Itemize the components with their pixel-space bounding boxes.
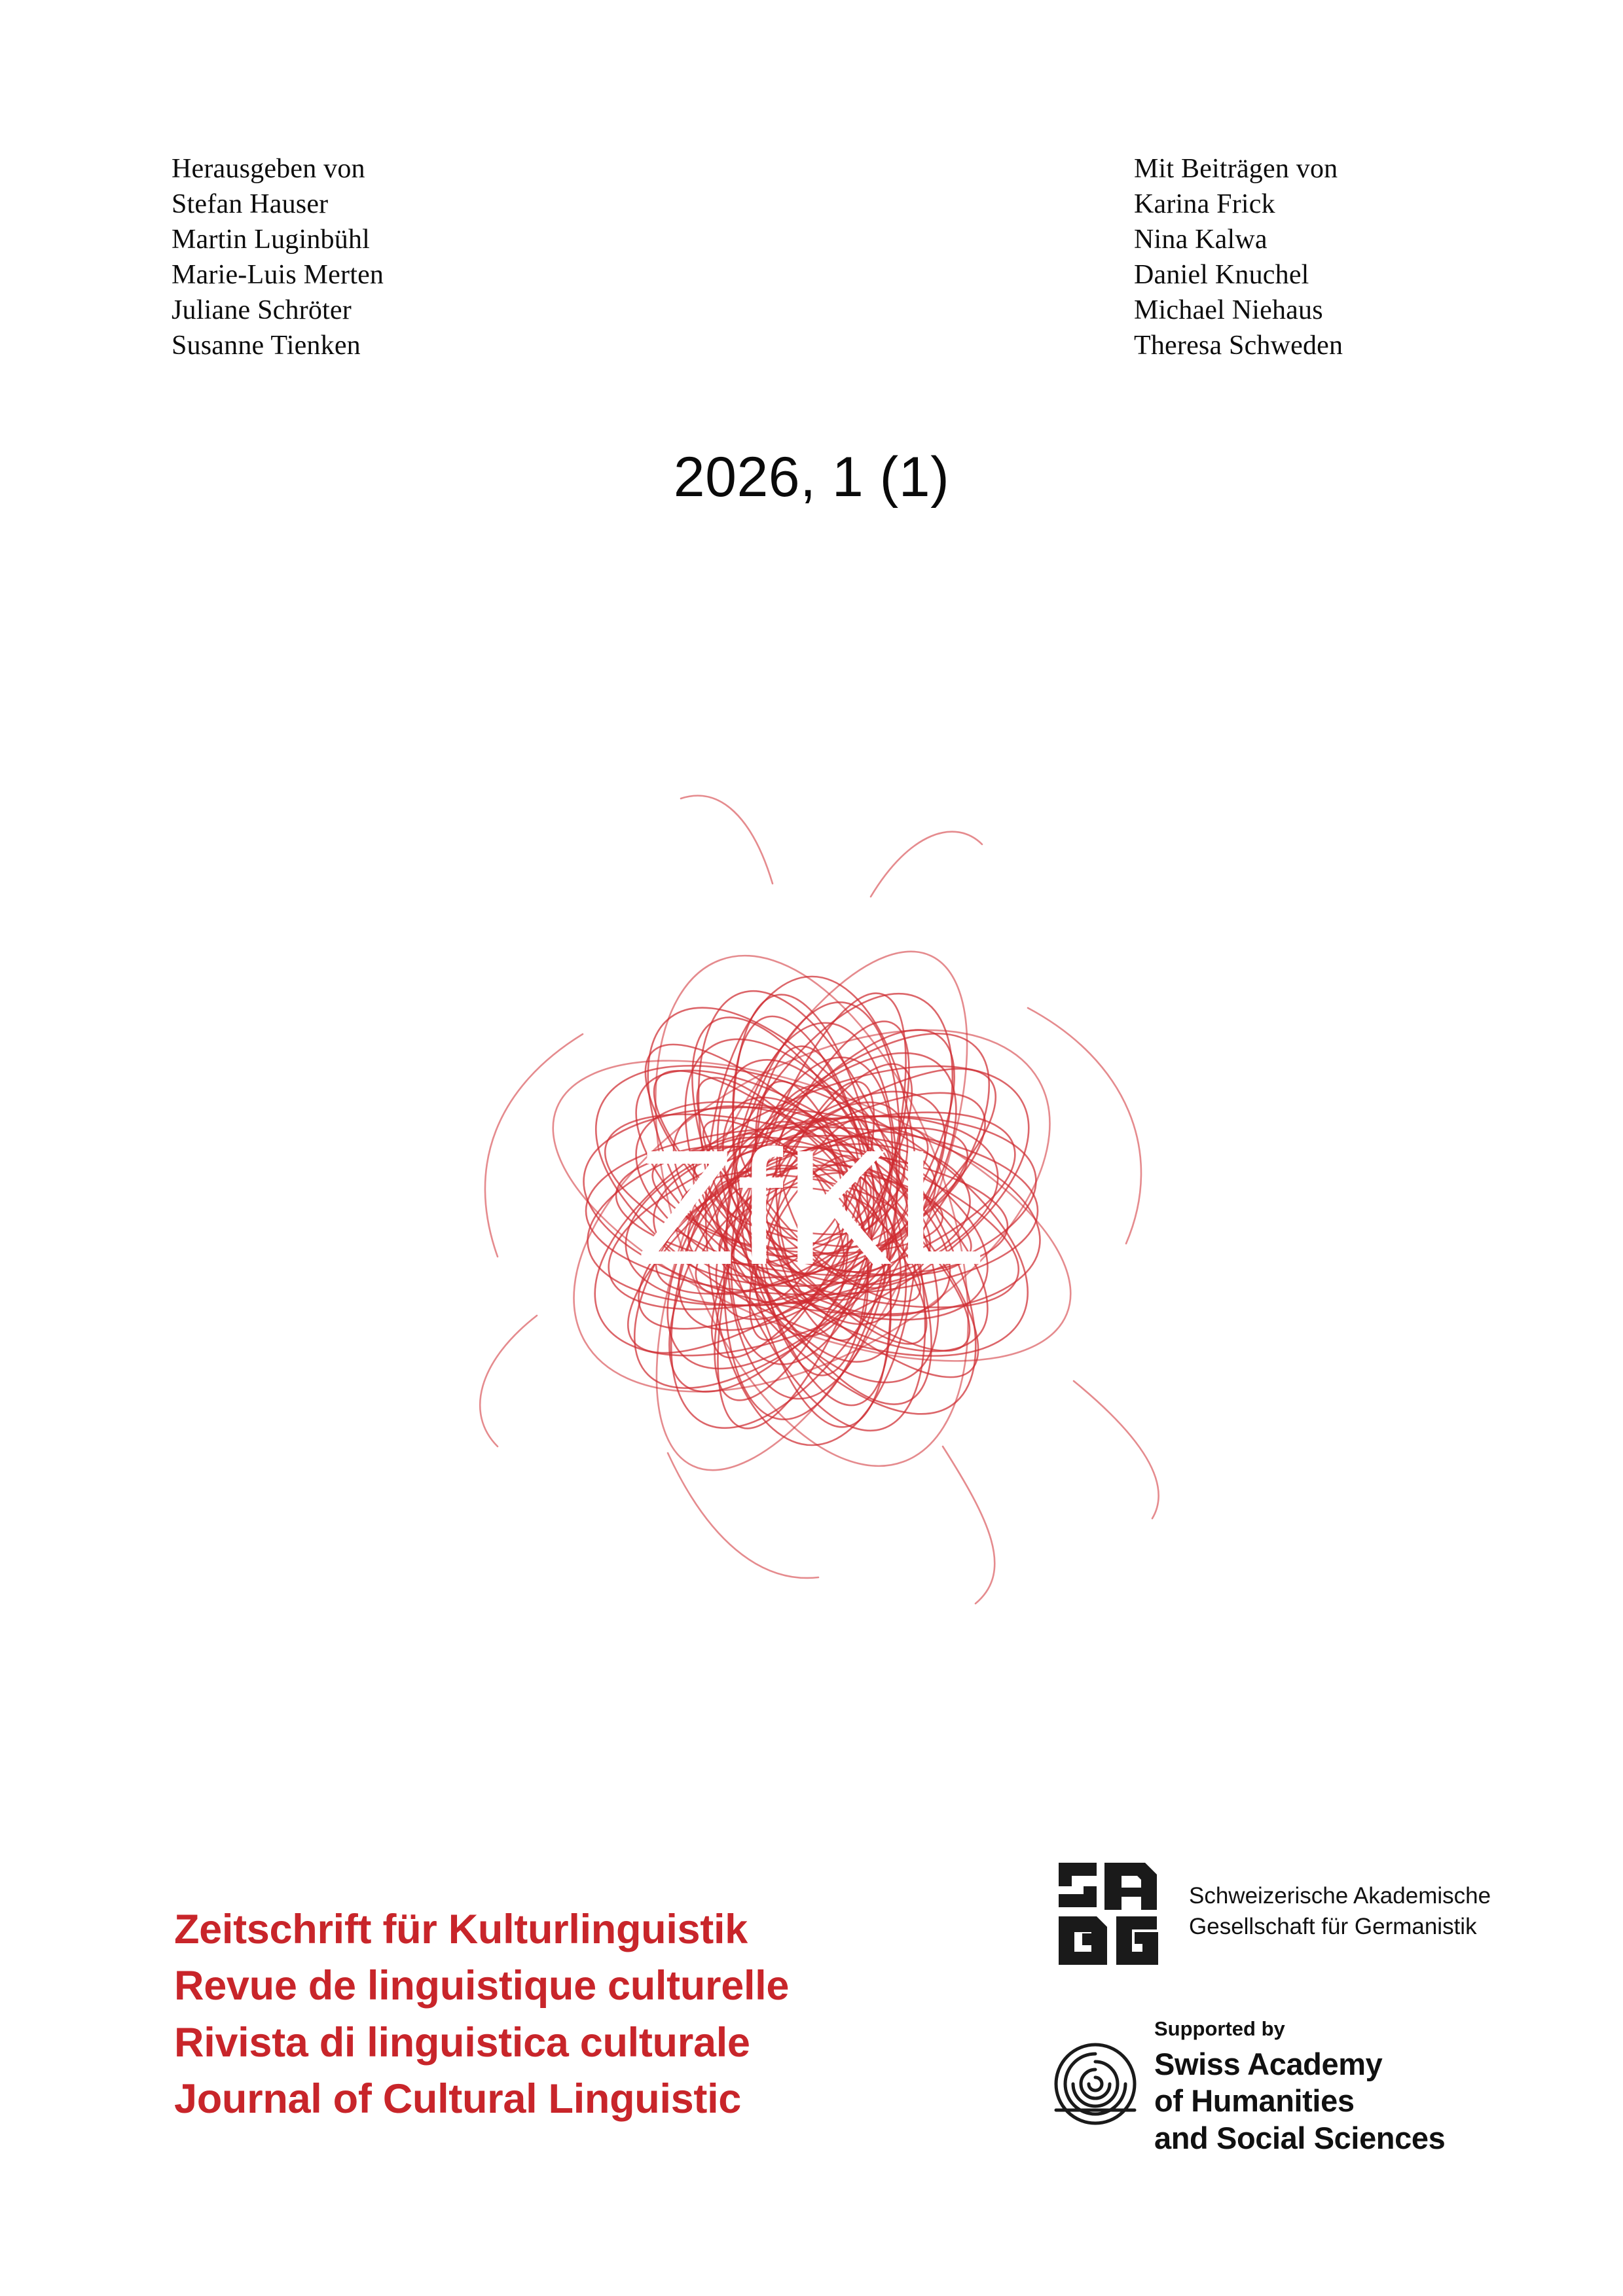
- sagg-monogram-icon: [1053, 1857, 1175, 1965]
- editor-name: Stefan Hauser: [172, 188, 329, 219]
- editor-name: Marie-Luis Merten: [172, 259, 384, 290]
- sagg-logo-text: [1189, 1880, 1491, 1943]
- swiss-line-2: of Humanities: [1154, 2083, 1355, 2119]
- journal-wordmark: ZfKL: [636, 1116, 987, 1299]
- contributor-name: Nina Kalwa: [1134, 224, 1267, 255]
- swiss-line-3: and Social Sciences: [1154, 2120, 1446, 2155]
- swiss-academy-logo: [1053, 2016, 1512, 2157]
- journal-title-block: [174, 1901, 789, 2127]
- labyrinth-icon: [1053, 2042, 1137, 2126]
- sagg-logo: [1053, 1852, 1512, 1970]
- contributor-name: Michael Niehaus: [1134, 295, 1323, 325]
- credits-block: [0, 152, 1623, 387]
- editors-column: [172, 152, 384, 364]
- swiss-academy-text: [1154, 2016, 1445, 2157]
- editor-name: Martin Luginbühl: [172, 224, 371, 255]
- journal-title-fr: Revue de linguistique culturelle: [174, 1963, 790, 2009]
- red-scribble-ball-icon: [301, 668, 1322, 1754]
- journal-title-it: Rivista di linguistica culturale: [174, 2019, 750, 2066]
- contributors-column: [1134, 152, 1343, 364]
- editor-name: Susanne Tienken: [172, 330, 361, 361]
- contributor-name: Theresa Schweden: [1134, 330, 1343, 361]
- contributor-name: Karina Frick: [1134, 188, 1275, 219]
- sagg-line-1: Schweizerische Akademische: [1189, 1882, 1491, 1909]
- contributor-name: Daniel Knuchel: [1134, 259, 1309, 290]
- sagg-line-2: Gesellschaft für Germanistik: [1189, 1914, 1477, 1939]
- journal-title-de: Zeitschrift für Kulturlinguistik: [174, 1907, 748, 1952]
- swiss-academy-name: [1154, 2046, 1445, 2157]
- swiss-line-1: Swiss Academy: [1154, 2047, 1383, 2081]
- cover-artwork: [301, 668, 1322, 1754]
- supported-by-label: Supported by: [1154, 2017, 1285, 2040]
- editor-name: Juliane Schröter: [172, 295, 352, 325]
- issue-number: 2026, 1 (1): [673, 446, 950, 509]
- contributors-heading: Mit Beiträgen von: [1134, 154, 1338, 184]
- journal-title-en: Journal of Cultural Linguistic: [174, 2075, 742, 2122]
- logo-block: [1053, 1852, 1512, 2157]
- editors-heading: Herausgeben von: [172, 154, 365, 184]
